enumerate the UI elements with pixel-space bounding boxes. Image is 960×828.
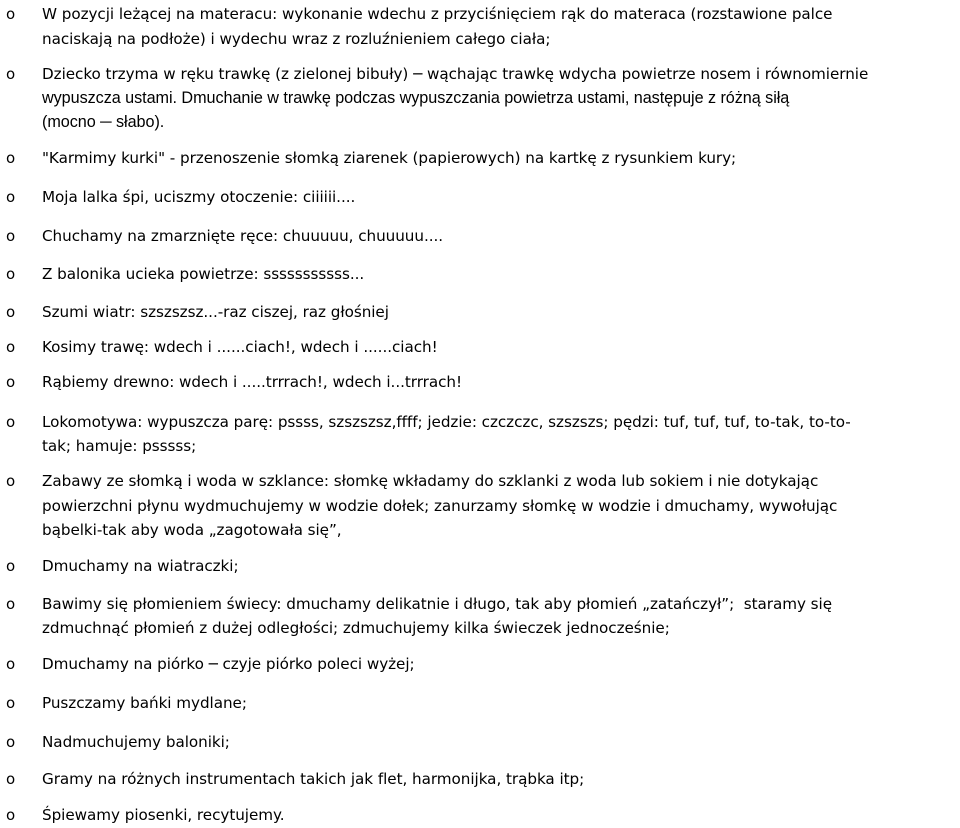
bullet-marker: o [6, 413, 16, 431]
bullet-marker: o [6, 373, 16, 391]
bullet-marker: o [6, 694, 16, 712]
list-item-line: powierzchni płynu wydmuchujemy w wodzie dołek; zanurzamy słomkę w wodzie i dmuchamy, wywołując [42, 497, 838, 515]
list-item-line: Dmuchamy na piórko ─ czyje piórko poleci wyżej; [42, 655, 415, 673]
bullet-marker: o [6, 595, 16, 613]
bullet-marker: o [6, 303, 16, 321]
list-item-line: naciskają na podłoże) i wydechu wraz z rozluźnieniem całego ciała; [42, 30, 551, 48]
list-item-line: bąbelki-tak aby woda „zagotowała się”, [42, 521, 342, 539]
list-item-line: zdmuchnąć płomień z dużej odległości; zdmuchujemy kilka świeczek jednocześnie; [42, 619, 670, 637]
bullet-marker: o [6, 227, 16, 245]
list-item-line: Kosimy trawę: wdech i ......ciach!, wdech i ......ciach! [42, 338, 438, 356]
list-item-line: Dmuchamy na wiatraczki; [42, 557, 239, 575]
bullet-marker: o [6, 338, 16, 356]
bullet-marker: o [6, 806, 16, 824]
list-item-line: Dziecko trzyma w ręku trawkę (z zielonej bibuły) ─ wąchając trawkę wdycha powietrze nosem i równomiernie [42, 65, 869, 83]
list-item-line: Lokomotywa: wypuszcza parę: pssss, szszszsz,ffff; jedzie: czczczc, szszszs; pędzi: tuf, tuf, tuf, to-tak, to-to- [42, 413, 851, 431]
bullet-marker: o [6, 655, 16, 673]
bullet-marker: o [6, 5, 16, 23]
list-item-line: W pozycji leżącej na materacu: wykonanie wdechu z przyciśnięciem rąk do materaca (rozstawione palce [42, 5, 833, 23]
list-item-line: wypuszcza ustami. Dmuchanie w trawkę podczas wypuszczania powietrza ustami, następuje z różną siłą [42, 89, 790, 107]
bullet-marker: o [6, 149, 16, 167]
list-item-line: Chuchamy na zmarznięte ręce: chuuuuu, chuuuuu.... [42, 227, 444, 245]
list-item-line: "Karmimy kurki" - przenoszenie słomką ziarenek (papierowych) na kartkę z rysunkiem kury; [42, 149, 737, 167]
list-item-line: Z balonika ucieka powietrze: sssssssssss... [42, 265, 365, 283]
list-item-line: Moja lalka śpi, uciszmy otoczenie: ciiiiii.... [42, 188, 356, 206]
list-item-line: Gramy na różnych instrumentach takich jak flet, harmonijka, trąbka itp; [42, 770, 585, 788]
bullet-marker: o [6, 265, 16, 283]
list-item-line: Nadmuchujemy baloniki; [42, 733, 230, 751]
list-item-line: Bawimy się płomieniem świecy: dmuchamy delikatnie i długo, tak aby płomień „zatańczył”; staramy się [42, 595, 832, 613]
list-item-line: Zabawy ze słomką i woda w szklance: słomkę wkładamy do szklanki z woda lub sokiem i nie dotykając [42, 472, 819, 490]
list-item-line: Śpiewamy piosenki, recytujemy. [42, 806, 285, 824]
list-item-line: Rąbiemy drewno: wdech i .....trrrach!, wdech i...trrrach! [42, 373, 463, 391]
bullet-marker: o [6, 188, 16, 206]
bullet-marker: o [6, 733, 16, 751]
list-item-line: tak; hamuje: psssss; [42, 437, 197, 455]
bullet-marker: o [6, 770, 16, 788]
bullet-marker: o [6, 472, 16, 490]
list-item-line: Puszczamy bańki mydlane; [42, 694, 247, 712]
bullet-marker: o [6, 557, 16, 575]
list-item-line: (mocno ─ słabo). [42, 113, 165, 131]
bullet-marker: o [6, 65, 16, 83]
list-item-line: Szumi wiatr: szszszsz...-raz ciszej, raz głośniej [42, 303, 389, 321]
